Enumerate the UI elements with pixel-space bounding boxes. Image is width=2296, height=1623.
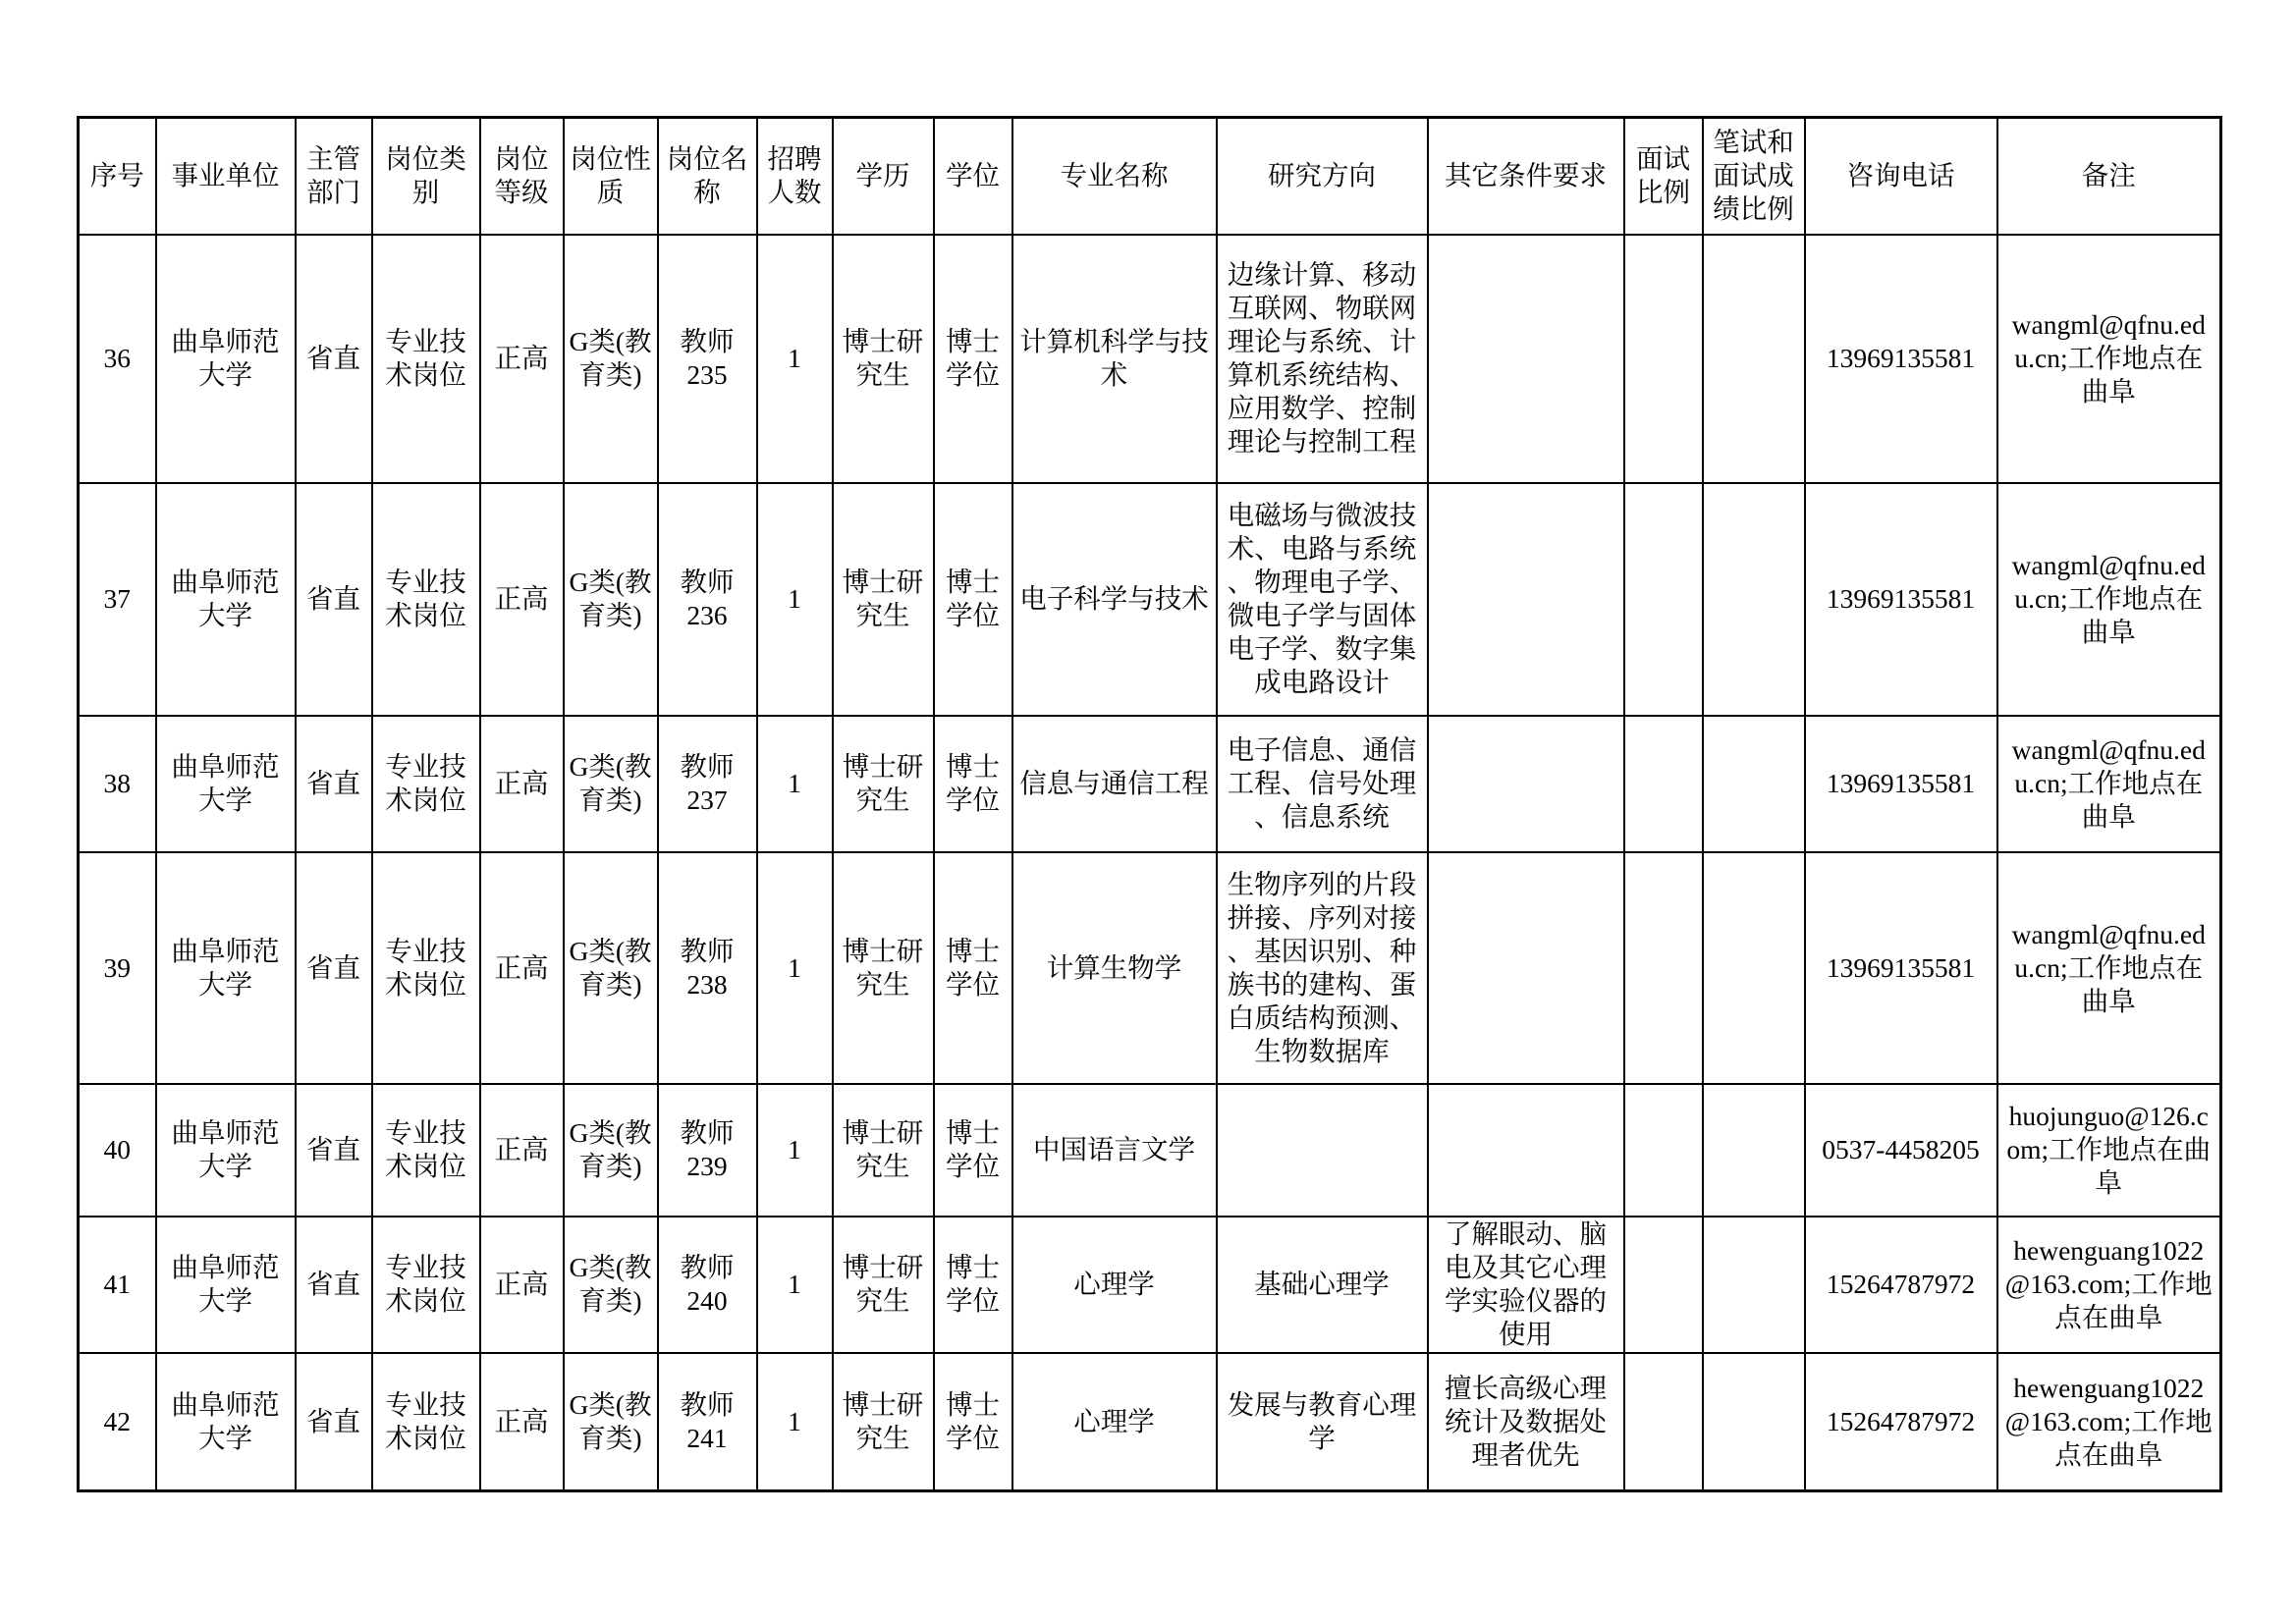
cell-headcount: 1 <box>757 1217 833 1353</box>
cell-degree: 博士学位 <box>934 1353 1012 1491</box>
cell-remarks: wangml@qfnu.edu.cn;工作地点在曲阜 <box>1997 852 2221 1084</box>
cell-interview-ratio <box>1624 235 1703 483</box>
cell-research-direction: 电磁场与微波技术、电路与系统、物理电子学、微电子学与固体电子学、数字集成电路设计 <box>1217 483 1428 716</box>
cell-other-requirements: 了解眼动、脑电及其它心理学实验仪器的使用 <box>1428 1217 1624 1353</box>
cell-index: 39 <box>79 852 156 1084</box>
cell-index: 36 <box>79 235 156 483</box>
cell-institution: 曲阜师范大学 <box>156 852 296 1084</box>
cell-phone: 13969135581 <box>1805 852 1997 1084</box>
cell-post-type: G类(教育类) <box>564 716 658 852</box>
cell-post-name: 教师241 <box>658 1353 757 1491</box>
cell-major: 计算机科学与技术 <box>1012 235 1217 483</box>
cell-exam-interview-weight <box>1703 852 1805 1084</box>
table-row <box>79 716 2221 852</box>
table-row <box>79 852 2221 1084</box>
cell-index: 40 <box>79 1084 156 1217</box>
table-row <box>79 1217 2221 1353</box>
cell-major: 中国语言文学 <box>1012 1084 1217 1217</box>
cell-education: 博士研究生 <box>833 235 934 483</box>
cell-remarks: wangml@qfnu.edu.cn;工作地点在曲阜 <box>1997 235 2221 483</box>
header-exam-interview-weight: 笔试和面试成绩比例 <box>1703 118 1805 235</box>
cell-post-category: 专业技术岗位 <box>372 483 480 716</box>
cell-headcount: 1 <box>757 716 833 852</box>
cell-exam-interview-weight <box>1703 235 1805 483</box>
cell-headcount: 1 <box>757 1084 833 1217</box>
cell-post-level: 正高 <box>480 483 564 716</box>
cell-major: 信息与通信工程 <box>1012 716 1217 852</box>
cell-institution: 曲阜师范大学 <box>156 1217 296 1353</box>
cell-phone: 13969135581 <box>1805 716 1997 852</box>
cell-post-type: G类(教育类) <box>564 1217 658 1353</box>
cell-remarks: huojunguo@126.com;工作地点在曲阜 <box>1997 1084 2221 1217</box>
cell-education: 博士研究生 <box>833 1353 934 1491</box>
cell-post-type: G类(教育类) <box>564 852 658 1084</box>
cell-post-type: G类(教育类) <box>564 1353 658 1491</box>
header-index: 序号 <box>79 118 156 235</box>
cell-post-level: 正高 <box>480 716 564 852</box>
header-major: 专业名称 <box>1012 118 1217 235</box>
cell-headcount: 1 <box>757 235 833 483</box>
cell-education: 博士研究生 <box>833 852 934 1084</box>
cell-index: 42 <box>79 1353 156 1491</box>
header-remarks: 备注 <box>1997 118 2221 235</box>
cell-research-direction: 基础心理学 <box>1217 1217 1428 1353</box>
cell-phone: 15264787972 <box>1805 1353 1997 1491</box>
cell-institution: 曲阜师范大学 <box>156 1084 296 1217</box>
header-education: 学历 <box>833 118 934 235</box>
cell-degree: 博士学位 <box>934 1084 1012 1217</box>
header-post-type: 岗位性质 <box>564 118 658 235</box>
recruitment-table <box>77 116 2222 1492</box>
cell-interview-ratio <box>1624 483 1703 716</box>
header-research-direction: 研究方向 <box>1217 118 1428 235</box>
header-degree: 学位 <box>934 118 1012 235</box>
cell-department: 省直 <box>296 235 372 483</box>
cell-post-level: 正高 <box>480 1353 564 1491</box>
cell-exam-interview-weight <box>1703 1084 1805 1217</box>
table-row <box>79 483 2221 716</box>
cell-major: 心理学 <box>1012 1353 1217 1491</box>
cell-degree: 博士学位 <box>934 235 1012 483</box>
cell-department: 省直 <box>296 1084 372 1217</box>
cell-post-type: G类(教育类) <box>564 483 658 716</box>
cell-education: 博士研究生 <box>833 1217 934 1353</box>
cell-post-category: 专业技术岗位 <box>372 1084 480 1217</box>
cell-institution: 曲阜师范大学 <box>156 235 296 483</box>
table-row <box>79 235 2221 483</box>
cell-post-name: 教师237 <box>658 716 757 852</box>
table-row <box>79 1353 2221 1491</box>
cell-institution: 曲阜师范大学 <box>156 1353 296 1491</box>
cell-post-name: 教师240 <box>658 1217 757 1353</box>
cell-post-category: 专业技术岗位 <box>372 852 480 1084</box>
cell-post-category: 专业技术岗位 <box>372 235 480 483</box>
header-other-requirements: 其它条件要求 <box>1428 118 1624 235</box>
table-row <box>79 1084 2221 1217</box>
cell-institution: 曲阜师范大学 <box>156 716 296 852</box>
cell-research-direction: 边缘计算、移动互联网、物联网理论与系统、计算机系统结构、应用数学、控制理论与控制工程 <box>1217 235 1428 483</box>
cell-degree: 博士学位 <box>934 852 1012 1084</box>
cell-major: 电子科学与技术 <box>1012 483 1217 716</box>
cell-research-direction: 生物序列的片段拼接、序列对接、基因识别、种族书的建构、蛋白质结构预测、生物数据库 <box>1217 852 1428 1084</box>
cell-remarks: wangml@qfnu.edu.cn;工作地点在曲阜 <box>1997 483 2221 716</box>
cell-interview-ratio <box>1624 1217 1703 1353</box>
cell-department: 省直 <box>296 1353 372 1491</box>
header-post-name: 岗位名称 <box>658 118 757 235</box>
cell-research-direction: 发展与教育心理学 <box>1217 1353 1428 1491</box>
cell-phone: 13969135581 <box>1805 235 1997 483</box>
cell-post-level: 正高 <box>480 852 564 1084</box>
cell-post-level: 正高 <box>480 235 564 483</box>
cell-post-type: G类(教育类) <box>564 235 658 483</box>
cell-interview-ratio <box>1624 1084 1703 1217</box>
cell-phone: 15264787972 <box>1805 1217 1997 1353</box>
cell-other-requirements <box>1428 1084 1624 1217</box>
cell-post-name: 教师239 <box>658 1084 757 1217</box>
cell-interview-ratio <box>1624 1353 1703 1491</box>
cell-other-requirements: 擅长高级心理统计及数据处理者优先 <box>1428 1353 1624 1491</box>
cell-department: 省直 <box>296 852 372 1084</box>
cell-remarks: hewenguang1022@163.com;工作地点在曲阜 <box>1997 1353 2221 1491</box>
cell-department: 省直 <box>296 483 372 716</box>
cell-remarks: hewenguang1022@163.com;工作地点在曲阜 <box>1997 1217 2221 1353</box>
cell-interview-ratio <box>1624 852 1703 1084</box>
cell-degree: 博士学位 <box>934 716 1012 852</box>
cell-headcount: 1 <box>757 852 833 1084</box>
cell-phone: 13969135581 <box>1805 483 1997 716</box>
cell-exam-interview-weight <box>1703 1353 1805 1491</box>
header-interview-ratio: 面试比例 <box>1624 118 1703 235</box>
cell-index: 38 <box>79 716 156 852</box>
cell-post-name: 教师236 <box>658 483 757 716</box>
cell-post-level: 正高 <box>480 1217 564 1353</box>
cell-interview-ratio <box>1624 716 1703 852</box>
table-header-row <box>79 118 2221 235</box>
cell-exam-interview-weight <box>1703 716 1805 852</box>
cell-headcount: 1 <box>757 483 833 716</box>
cell-post-category: 专业技术岗位 <box>372 1217 480 1353</box>
cell-post-level: 正高 <box>480 1084 564 1217</box>
cell-remarks: wangml@qfnu.edu.cn;工作地点在曲阜 <box>1997 716 2221 852</box>
cell-major: 计算生物学 <box>1012 852 1217 1084</box>
cell-department: 省直 <box>296 1217 372 1353</box>
header-phone: 咨询电话 <box>1805 118 1997 235</box>
cell-headcount: 1 <box>757 1353 833 1491</box>
cell-index: 37 <box>79 483 156 716</box>
cell-post-category: 专业技术岗位 <box>372 716 480 852</box>
cell-degree: 博士学位 <box>934 483 1012 716</box>
cell-other-requirements <box>1428 483 1624 716</box>
cell-education: 博士研究生 <box>833 716 934 852</box>
cell-exam-interview-weight <box>1703 483 1805 716</box>
cell-department: 省直 <box>296 716 372 852</box>
cell-degree: 博士学位 <box>934 1217 1012 1353</box>
cell-other-requirements <box>1428 852 1624 1084</box>
cell-research-direction: 电子信息、通信工程、信号处理、信息系统 <box>1217 716 1428 852</box>
cell-major: 心理学 <box>1012 1217 1217 1353</box>
cell-post-name: 教师235 <box>658 235 757 483</box>
cell-research-direction <box>1217 1084 1428 1217</box>
cell-exam-interview-weight <box>1703 1217 1805 1353</box>
cell-education: 博士研究生 <box>833 1084 934 1217</box>
cell-index: 41 <box>79 1217 156 1353</box>
header-post-level: 岗位等级 <box>480 118 564 235</box>
header-headcount: 招聘人数 <box>757 118 833 235</box>
cell-other-requirements <box>1428 235 1624 483</box>
cell-other-requirements <box>1428 716 1624 852</box>
cell-institution: 曲阜师范大学 <box>156 483 296 716</box>
header-post-category: 岗位类别 <box>372 118 480 235</box>
cell-education: 博士研究生 <box>833 483 934 716</box>
header-department: 主管部门 <box>296 118 372 235</box>
cell-post-name: 教师238 <box>658 852 757 1084</box>
header-institution: 事业单位 <box>156 118 296 235</box>
cell-post-category: 专业技术岗位 <box>372 1353 480 1491</box>
cell-phone: 0537-4458205 <box>1805 1084 1997 1217</box>
cell-post-type: G类(教育类) <box>564 1084 658 1217</box>
